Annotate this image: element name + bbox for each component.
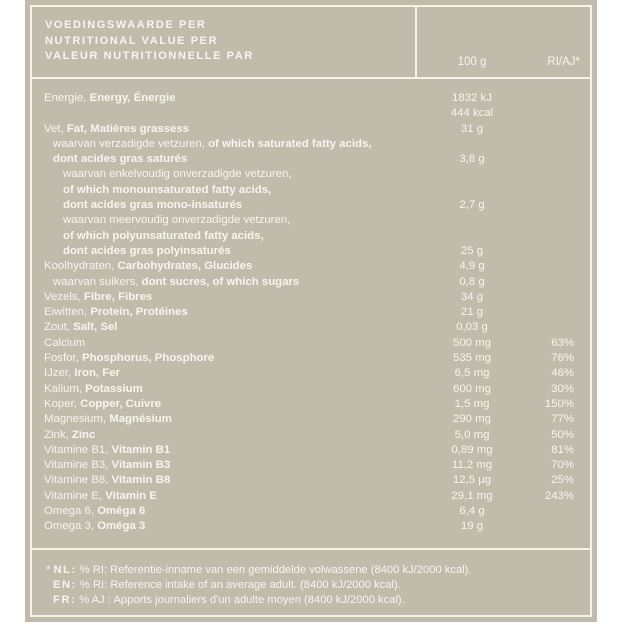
nutrient-name-nl: Omega 6, xyxy=(44,505,98,518)
nutrient-name-nl: Fosfor, xyxy=(44,352,82,365)
header-title-cell xyxy=(32,7,417,77)
table-row xyxy=(32,320,590,335)
nutrient-value-per-100g: 34 g xyxy=(460,290,484,303)
nutrient-label xyxy=(63,213,290,228)
nutrient-name-translations: of which saturated fatty acids, xyxy=(208,137,372,150)
nutrient-name-nl: Omega 3, xyxy=(44,520,98,533)
nutrient-label xyxy=(44,91,175,106)
nutrient-name-nl: Magnesium, xyxy=(44,413,110,426)
nutrient-ri-percent: 25% xyxy=(551,474,574,487)
nutrient-label xyxy=(53,137,371,152)
nutrient-value-per-100g: 1,5 mg xyxy=(454,397,490,410)
table-header xyxy=(32,7,590,79)
nutrient-name-nl: Vezels, xyxy=(44,290,84,303)
nutrient-name-nl: waarvan suikers, xyxy=(53,275,142,288)
table-row xyxy=(32,275,590,290)
nutrient-value-per-100g: 6,4 g xyxy=(459,505,485,518)
nutrient-value-per-100g: 5,0 mg xyxy=(454,428,490,441)
table-body xyxy=(32,91,590,535)
nutrient-label xyxy=(44,320,117,335)
table-row xyxy=(32,366,590,381)
nutrient-name-translations: Copper, Cuivre xyxy=(80,397,162,410)
nutrient-label xyxy=(63,198,242,213)
nutrient-name-translations: Salt, Sel xyxy=(73,321,118,334)
nutrient-name-translations: Vitamin B8 xyxy=(111,474,171,487)
column-header-per-100g: 100 g xyxy=(457,56,487,68)
nutrient-ri-percent: 76% xyxy=(551,352,574,365)
nutrient-ri-percent: 30% xyxy=(551,382,574,395)
table-row xyxy=(32,244,590,259)
nutrient-value-per-100g: 535 mg xyxy=(453,352,491,365)
nutrient-label xyxy=(44,458,170,473)
nutrient-label xyxy=(44,305,188,320)
footnote-text: % RI: Referentie-inname van een gemiddelde volwassene (8400 kJ/2000 kcal). xyxy=(76,564,472,576)
nutrient-label xyxy=(44,489,157,504)
nutrient-value-per-100g: 25 g xyxy=(460,244,484,257)
nutrient-value-per-100g: 500 mg xyxy=(453,336,491,349)
nutrient-label xyxy=(44,290,152,305)
nutrient-name-translations: Oméga 6 xyxy=(97,505,146,518)
footnote xyxy=(46,563,472,608)
table-row xyxy=(32,351,590,366)
nutrient-name-translations: Protein, Protéines xyxy=(90,306,188,319)
table-row xyxy=(32,106,590,121)
table-row xyxy=(32,91,590,106)
nutrient-value-per-100g: 290 mg xyxy=(453,413,491,426)
nutrient-ri-percent: 50% xyxy=(551,428,574,441)
nutrition-panel xyxy=(25,0,597,622)
nutrient-ri-percent: 77% xyxy=(551,413,574,426)
table-row xyxy=(32,428,590,443)
nutrient-name-nl: waarvan enkelvoudig onverzadigde vetzuren, xyxy=(63,168,292,181)
nutrient-label xyxy=(44,351,214,366)
nutrient-value-per-100g: 6,5 mg xyxy=(454,367,490,380)
table-row xyxy=(32,519,590,534)
table-row xyxy=(32,152,590,167)
nutrient-name-translations: Potassium xyxy=(85,382,143,395)
nutrient-value-per-100g: 12,5 µg xyxy=(452,474,492,487)
nutrient-label xyxy=(44,504,145,519)
footnote-asterisk: * xyxy=(46,564,54,576)
nutrient-label xyxy=(63,244,231,259)
table-row xyxy=(32,473,590,488)
footnote-line xyxy=(46,563,472,578)
nutrient-name-nl: Zink, xyxy=(44,428,72,441)
nutrient-value-per-100g: 0,89 mg xyxy=(451,443,493,456)
nutrient-label xyxy=(44,428,95,443)
nutrient-name-nl: waarvan meervoudig onverzadigde vetzuren, xyxy=(63,214,291,227)
nutrient-value-per-100g: 19 g xyxy=(460,520,484,533)
nutrient-value-per-100g: 31 g xyxy=(460,122,484,135)
footnote-language-code: FR: xyxy=(53,594,77,606)
nutrient-name-nl: Eiwitten, xyxy=(44,306,91,319)
nutrient-name-nl: Vitamine B1, xyxy=(44,443,112,456)
header-title-nl: VOEDINGSWAARDE PER xyxy=(45,19,207,31)
nutrient-name-nl: Energie, xyxy=(44,92,90,104)
header-title-en: NUTRITIONAL VALUE PER xyxy=(45,34,219,47)
footnote-text: % RI: Reference intake of an average adult. (8400 kJ/2000 kcal). xyxy=(76,579,401,591)
nutrient-name-translations: Iron, Fer xyxy=(74,367,120,380)
nutrient-label xyxy=(44,122,189,137)
nutrient-ri-percent: 81% xyxy=(551,443,574,456)
nutrient-value-per-100g: 3,8 g xyxy=(459,153,485,166)
nutrient-name-translations: Magnésium xyxy=(109,413,172,426)
nutrient-value-per-100g: 21 g xyxy=(460,306,484,319)
nutrient-label xyxy=(63,167,292,182)
nutrient-name-translations: of which polyunsaturated fatty acids, xyxy=(63,229,264,242)
header-title-fr: VALEUR NUTRITIONNELLE PAR xyxy=(45,50,254,62)
nutrient-label xyxy=(53,275,299,290)
table-row xyxy=(32,183,590,198)
nutrient-label xyxy=(44,443,170,458)
nutrient-label xyxy=(44,519,145,534)
nutrient-ri-percent: 150% xyxy=(544,397,574,410)
nutrient-name-translations: of which monounsaturated fatty acids, xyxy=(63,183,272,196)
nutrient-name-translations: Carbohydrates, Glucides xyxy=(117,260,253,273)
nutrient-label xyxy=(44,397,161,412)
nutrient-name-translations: Zinc xyxy=(71,428,96,441)
nutrient-value-per-100g: 444 kcal xyxy=(450,107,494,120)
nutrient-value-per-100g: 600 mg xyxy=(453,382,491,395)
nutrient-name-translations: Vitamin B3 xyxy=(111,459,171,472)
table-row xyxy=(32,259,590,274)
nutrient-label xyxy=(44,412,172,427)
footnote-line xyxy=(46,593,472,608)
column-header-ri: RI/AJ* xyxy=(547,56,580,68)
nutrient-name-nl: Vitamine B3, xyxy=(44,459,112,472)
nutrient-ri-percent: 70% xyxy=(551,459,574,472)
nutrient-name-translations: Fibre, Fibres xyxy=(83,290,153,303)
footnote-text: % AJ : Apports journaliers d'un adulte moyen (8400 kJ/2000 kcal). xyxy=(76,594,405,606)
nutrient-value-per-100g: 29,1 mg xyxy=(451,489,493,502)
nutrient-name-translations: dont acides gras polyinsaturés xyxy=(63,244,231,257)
nutrient-name-translations: Vitamin E xyxy=(105,489,157,502)
nutrient-label xyxy=(44,366,120,381)
nutrient-name-translations: dont acides gras mono-insaturés xyxy=(63,199,243,212)
footnote-line xyxy=(46,578,472,593)
nutrient-name-nl: Koper, xyxy=(44,397,81,410)
header-title xyxy=(45,18,254,65)
table-row xyxy=(32,458,590,473)
nutrient-label xyxy=(44,473,170,488)
nutrient-name-nl: Calcium xyxy=(44,336,86,349)
nutrient-name-nl: Kalium, xyxy=(44,382,86,395)
table-row xyxy=(32,443,590,458)
nutrient-name-translations: dont sucres, of which sugars xyxy=(141,275,300,288)
table-row xyxy=(32,305,590,320)
nutrient-name-nl: Koolhydraten, xyxy=(44,260,118,273)
nutrient-label xyxy=(44,336,85,351)
nutrient-ri-percent: 63% xyxy=(551,336,574,349)
nutrient-value-per-100g: 0,8 g xyxy=(459,275,485,288)
nutrient-name-translations: Fat, Matières grassess xyxy=(66,122,190,135)
footnote-language-code: NL: xyxy=(53,564,77,576)
table-row xyxy=(32,290,590,305)
nutrient-value-per-100g: 11,2 mg xyxy=(451,459,493,472)
nutrient-name-nl: Vitamine E, xyxy=(44,489,106,502)
nutrient-label xyxy=(63,229,264,244)
nutrient-name-nl: Vitamine B8, xyxy=(44,474,112,487)
nutrient-name-nl: waarvan verzadigde vetzuren, xyxy=(53,137,209,150)
table-row xyxy=(32,412,590,427)
nutrient-value-per-100g: 0,03 g xyxy=(456,321,488,334)
nutrient-ri-percent: 243% xyxy=(544,489,574,502)
nutrient-name-nl: Vet, xyxy=(44,122,67,135)
nutrient-name-nl: Zout, xyxy=(44,321,74,334)
nutrient-label xyxy=(53,152,187,167)
nutrient-name-translations: dont acides gras saturés xyxy=(53,153,188,166)
nutrition-table-frame xyxy=(30,5,592,617)
nutrient-label xyxy=(63,183,271,198)
footer-divider xyxy=(32,548,590,550)
footnote-language-code: EN: xyxy=(53,579,77,591)
table-row xyxy=(32,137,590,152)
nutrient-value-per-100g: 4,9 g xyxy=(459,260,485,273)
nutrient-name-translations: Energy, Énergie xyxy=(89,92,176,104)
nutrient-label xyxy=(44,382,143,397)
table-row xyxy=(32,504,590,519)
table-row xyxy=(32,213,590,228)
table-row xyxy=(32,489,590,504)
table-row xyxy=(32,167,590,182)
table-row xyxy=(32,229,590,244)
table-row xyxy=(32,198,590,213)
nutrient-value-per-100g: 1832 kJ xyxy=(452,92,492,104)
table-row xyxy=(32,336,590,351)
nutrient-name-translations: Vitamin B1 xyxy=(111,443,171,456)
table-row xyxy=(32,122,590,137)
table-row xyxy=(32,382,590,397)
nutrient-label xyxy=(44,259,252,274)
nutrient-ri-percent: 46% xyxy=(551,367,574,380)
nutrient-name-nl: IJzer, xyxy=(44,367,75,380)
nutrient-name-translations: Phosphorus, Phosphore xyxy=(81,352,215,365)
nutrient-name-translations: Oméga 3 xyxy=(97,520,146,533)
table-row xyxy=(32,397,590,412)
nutrient-value-per-100g: 2,7 g xyxy=(459,199,485,212)
